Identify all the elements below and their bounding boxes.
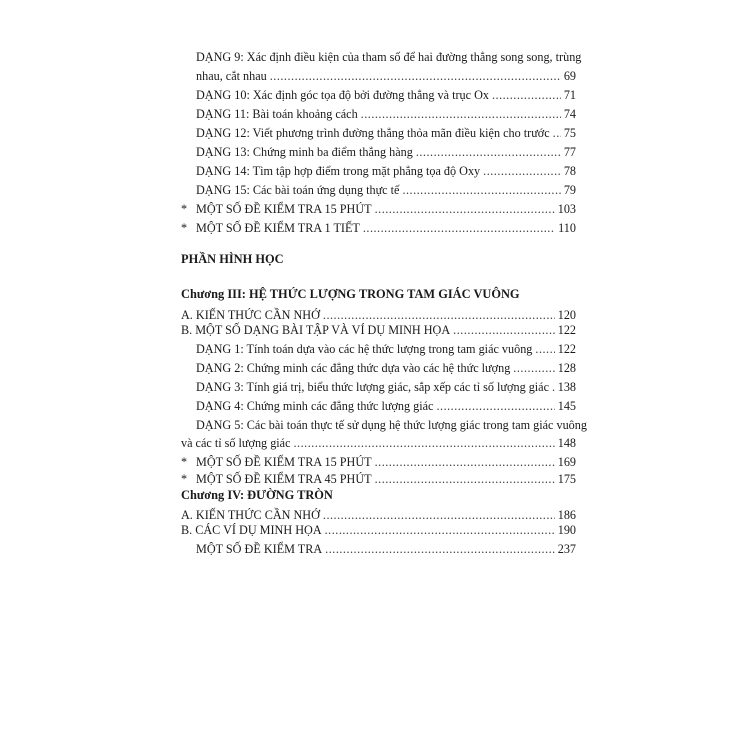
toc-entry-label: và các tỉ số lượng giác bbox=[181, 436, 291, 450]
toc-entry-label: A. KIẾN THỨC CẦN NHỚ bbox=[181, 508, 320, 522]
toc-entry-ch3-section-b[interactable] bbox=[181, 323, 576, 337]
toc-page-number: 128 bbox=[557, 361, 576, 375]
dot-leader bbox=[535, 342, 554, 356]
toc-entry-label: MỘT SỐ ĐỀ KIỂM TRA bbox=[196, 542, 323, 556]
toc-entry-test-1-period[interactable] bbox=[196, 221, 576, 235]
toc-page-number: 190 bbox=[557, 523, 576, 537]
toc-page-number: 79 bbox=[563, 183, 576, 197]
dot-leader bbox=[513, 361, 554, 375]
toc-entry-label: MỘT SỐ ĐỀ KIỂM TRA 1 TIẾT bbox=[196, 221, 360, 235]
toc-entry-label: MỘT SỐ ĐỀ KIỂM TRA 15 PHÚT bbox=[196, 202, 372, 216]
dot-leader bbox=[416, 145, 561, 159]
toc-entry-ch4-section-a[interactable] bbox=[181, 508, 576, 522]
toc-page-number: 145 bbox=[557, 399, 576, 413]
dot-leader bbox=[492, 88, 561, 102]
toc-page-number: 103 bbox=[557, 202, 576, 216]
toc-entry-label: MỘT SỐ ĐỀ KIỂM TRA 15 PHÚT bbox=[196, 455, 372, 469]
toc-entry-label: DẠNG 4: Chứng minh các đẳng thức lượng giác bbox=[196, 399, 434, 413]
toc-entry-label: DẠNG 10: Xác định góc tọa độ bởi đường thẳng và trục Ox bbox=[196, 88, 489, 102]
toc-entry-label: DẠNG 13: Chứng minh ba điểm thẳng hàng bbox=[196, 145, 413, 159]
toc-entry-label: DẠNG 5: Các bài toán thực tế sử dụng hệ thức lượng giác trong tam giác vuông bbox=[196, 418, 587, 432]
toc-entry-dang-15[interactable] bbox=[196, 183, 576, 197]
toc-entry-ch3-dang-5[interactable] bbox=[181, 436, 576, 450]
toc-entry-dang-10[interactable] bbox=[196, 88, 576, 102]
toc-entry-label: DẠNG 2: Chứng minh các đẳng thức dựa vào các hệ thức lượng bbox=[196, 361, 511, 375]
bullet-star: * bbox=[181, 472, 188, 486]
bullet-star: * bbox=[181, 455, 188, 469]
toc-entry-label: DẠNG 12: Viết phương trình đường thẳng thỏa mãn điều kiện cho trước bbox=[196, 126, 550, 140]
toc-page-number: 120 bbox=[557, 308, 576, 322]
toc-page-number: 71 bbox=[563, 88, 576, 102]
toc-entry-label: B. CÁC VÍ DỤ MINH HỌA bbox=[181, 523, 322, 537]
toc-page-number: 122 bbox=[557, 342, 576, 356]
toc-entry-label: B. MỘT SỐ DẠNG BÀI TẬP VÀ VÍ DỤ MINH HỌA bbox=[181, 323, 451, 337]
toc-entry-label: DẠNG 3: Tính giá trị, biểu thức lượng giác, sắp xếp các tỉ số lượng giác bbox=[196, 380, 550, 394]
toc-page-number: 122 bbox=[557, 323, 576, 337]
toc-entry-label: nhau, cắt nhau bbox=[196, 69, 267, 83]
chapter-3-title: Chương III: HỆ THỨC LƯỢNG TRONG TAM GIÁC VUÔNG bbox=[181, 287, 520, 301]
dot-leader bbox=[361, 107, 561, 121]
toc-entry-ch3-section-a[interactable] bbox=[181, 308, 576, 322]
toc-entry-dang-12[interactable] bbox=[196, 126, 576, 140]
toc-entry-ch4-section-b[interactable] bbox=[181, 523, 576, 537]
toc-entry-dang-14[interactable] bbox=[196, 164, 576, 178]
dot-leader bbox=[552, 380, 555, 394]
toc-entry-label: DẠNG 1: Tính toán dựa vào các hệ thức lượng trong tam giác vuông bbox=[196, 342, 533, 356]
toc-page-number: 175 bbox=[557, 472, 576, 486]
toc-entry-test-15-min[interactable] bbox=[196, 202, 576, 216]
dot-leader bbox=[325, 542, 555, 556]
toc-entry-label: DẠNG 15: Các bài toán ứng dụng thực tế bbox=[196, 183, 400, 197]
toc-entry-ch3-dang-3[interactable] bbox=[196, 380, 576, 394]
toc-page-number: 74 bbox=[563, 107, 576, 121]
toc-entry-ch4-tests[interactable] bbox=[196, 542, 576, 556]
toc-page-number: 78 bbox=[563, 164, 576, 178]
dot-leader bbox=[375, 202, 555, 216]
toc-entry-label: DẠNG 14: Tìm tập hợp điểm trong mặt phẳng tọa độ Oxy bbox=[196, 164, 481, 178]
toc-entry-label: A. KIẾN THỨC CẦN NHỚ bbox=[181, 308, 320, 322]
dot-leader bbox=[323, 508, 555, 522]
dot-leader bbox=[363, 221, 555, 235]
bullet-star: * bbox=[181, 202, 188, 216]
dot-leader bbox=[294, 436, 555, 450]
bullet-star: * bbox=[181, 221, 188, 235]
toc-entry-ch3-test-15-min[interactable] bbox=[196, 455, 576, 469]
toc-page-number: 186 bbox=[557, 508, 576, 522]
dot-leader bbox=[453, 323, 555, 337]
toc-page-number: 237 bbox=[557, 542, 576, 556]
dot-leader bbox=[553, 126, 561, 140]
dot-leader bbox=[436, 399, 554, 413]
toc-page-number: 169 bbox=[557, 455, 576, 469]
toc-entry-ch3-dang-4[interactable] bbox=[196, 399, 576, 413]
toc-page-number: 110 bbox=[558, 221, 576, 235]
toc-entry-dang-11[interactable] bbox=[196, 107, 576, 121]
dot-leader bbox=[375, 455, 555, 469]
toc-entry-ch3-dang-2[interactable] bbox=[196, 361, 576, 375]
toc-page-number: 75 bbox=[563, 126, 576, 140]
toc-entry-dang-13[interactable] bbox=[196, 145, 576, 159]
dot-leader bbox=[323, 308, 555, 322]
part-title: PHẦN HÌNH HỌC bbox=[181, 252, 284, 266]
dot-leader bbox=[483, 164, 561, 178]
toc-entry-dang-9[interactable] bbox=[196, 69, 576, 83]
toc-page-number: 148 bbox=[557, 436, 576, 450]
chapter-4-title: Chương IV: ĐƯỜNG TRÒN bbox=[181, 488, 333, 502]
dot-leader bbox=[402, 183, 560, 197]
dot-leader bbox=[375, 472, 555, 486]
toc-page-number: 77 bbox=[563, 145, 576, 159]
dot-leader bbox=[325, 523, 555, 537]
toc-entry-label: MỘT SỐ ĐỀ KIỂM TRA 45 PHÚT bbox=[196, 472, 372, 486]
toc-entry-label: DẠNG 11: Bài toán khoảng cách bbox=[196, 107, 358, 121]
toc-entry-ch3-test-45-min[interactable] bbox=[196, 472, 576, 486]
toc-page-number: 138 bbox=[557, 380, 576, 394]
toc-page-number: 69 bbox=[563, 69, 576, 83]
toc-entry-label: DẠNG 9: Xác định điều kiện của tham số để hai đường thẳng song song, trùng bbox=[196, 50, 582, 64]
toc-entry-dang-9-line1 bbox=[196, 50, 581, 64]
dot-leader bbox=[270, 69, 561, 83]
toc-entry-ch3-dang-5-line1 bbox=[196, 418, 587, 432]
toc-entry-ch3-dang-1[interactable] bbox=[196, 342, 576, 356]
